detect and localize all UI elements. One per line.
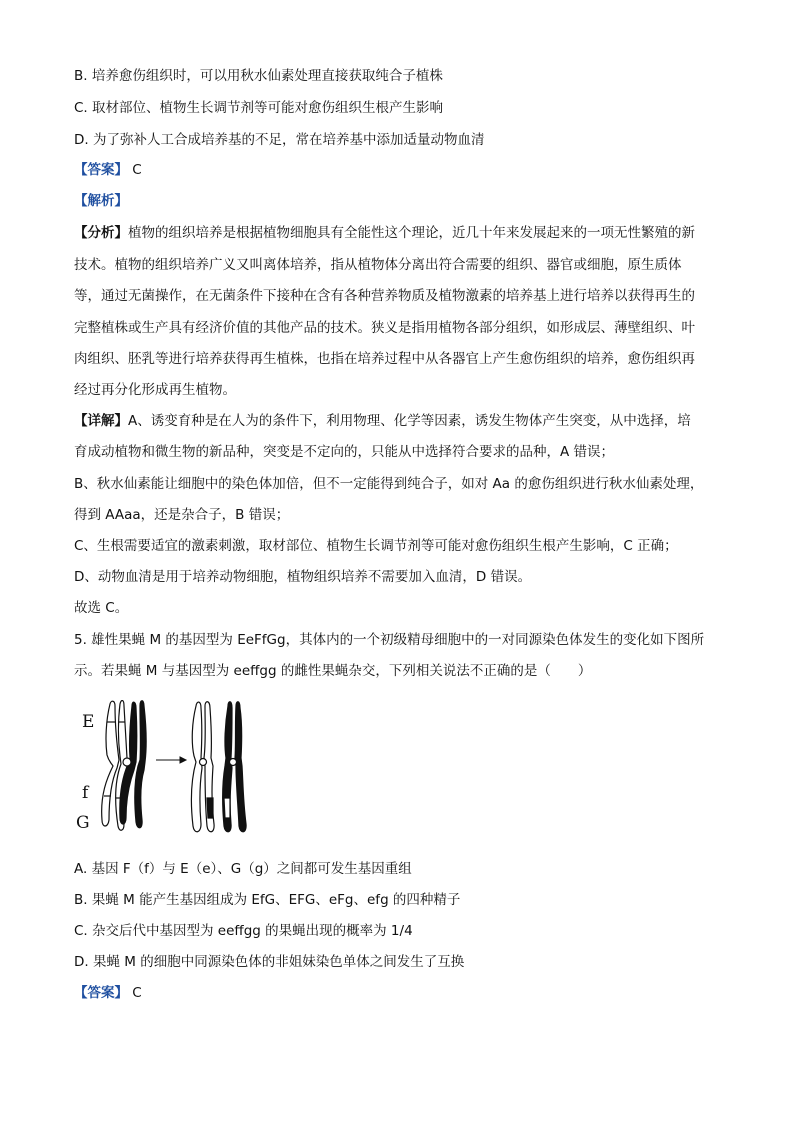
q4-option-d: D. 为了弥补人工合成培养基的不足，常在培养基中添加适量动物血清 xyxy=(74,132,485,148)
q5-option-a: A. 基因 F（f）与 E（e）、G（g）之间都可发生基因重组 xyxy=(74,861,412,877)
q5-stem-line-1: 示。若果蝇 M 与基因型为 eeffgg 的雌性果蝇杂交，下列相关说法不正确的是（ ） xyxy=(74,663,592,679)
fenxi-line-4: 肉组织、胚乳等进行培养获得再生植株，也指在培养过程中从各器官上产生愈伤组织的培养，愈伤组织再 xyxy=(74,351,695,367)
answer-tag: 答案 xyxy=(87,985,115,1001)
fenxi-line-3: 完整植株或生产具有经济价值的其他产品的技术。狭义是指用植物各部分组织，如形成层、薄壁组织、叶 xyxy=(74,320,695,336)
q5-stem-line-0: 5. 雄性果蝇 M 的基因型为 EeFfGg，其体内的一个初级精母细胞中的一对同源染色体发生的变化如下图所 xyxy=(74,632,705,648)
xiangjie-line-4: C、生根需要适宜的激素刺激，取材部位、植物生长调节剂等可能对愈伤组织生根产生影响，C 正确； xyxy=(74,538,678,554)
analysis-tag: 解析 xyxy=(87,193,115,209)
fenxi-line-0: 【分析】植物的组织培养是根据植物细胞具有全能性这个理论，近几十年来发展起来的一项无性繁殖的新 xyxy=(74,225,695,241)
fenxi-tag: 分析 xyxy=(87,225,115,241)
xiangjie-line-6: 故选 C。 xyxy=(74,600,129,616)
chromosome-crossover-figure xyxy=(74,700,274,840)
q5-option-d: D. 果蝇 M 的细胞中同源染色体的非姐妹染色单体之间发生了互换 xyxy=(74,954,465,970)
transition-arrow xyxy=(156,757,186,763)
xiangjie-line-2: B、秋水仙素能让细胞中的染色体加倍，但不一定能得到纯合子，如对 Aa 的愈伤组织进行秋水仙素处理， xyxy=(74,476,704,492)
gene-label-f: f xyxy=(82,783,89,803)
fenxi-line-2: 等，通过无菌操作，在无菌条件下接种在含有各种营养物质及植物激素的培养基上进行培养以获得再生的 xyxy=(74,288,695,304)
xiangjie-tag: 详解 xyxy=(87,413,115,429)
gene-label-g: G xyxy=(76,813,90,833)
q5-answer: 【答案】 C xyxy=(74,985,142,1001)
xiangjie-line-1: 育成动植物和微生物的新品种，突变是不定向的，只能从中选择符合要求的品种，A 错误； xyxy=(74,444,615,460)
answer-value: C xyxy=(132,162,142,178)
chromosome-pair-after xyxy=(191,702,246,832)
fenxi-line-1: 技术。植物的组织培养广义又叫离体培养，指从植物体分离出符合需要的组织、器官或细胞，原生质体 xyxy=(74,257,682,273)
q4-answer: 【答案】 C xyxy=(74,162,142,178)
xiangjie-line-3: 得到 AAaa，还是杂合子，B 错误； xyxy=(74,507,290,523)
answer-tag: 答案 xyxy=(87,162,115,178)
chromosome-pair-before xyxy=(102,700,146,830)
q4-option-b: B. 培养愈伤组织时，可以用秋水仙素处理直接获取纯合子植株 xyxy=(74,68,443,84)
gene-label-e: E xyxy=(82,712,95,732)
xiangjie-line-5: D、动物血清是用于培养动物细胞，植物组织培养不需要加入血清，D 错误。 xyxy=(74,569,532,585)
q5-option-b: B. 果蝇 M 能产生基因组成为 EfG、EFG、eFg、efg 的四种精子 xyxy=(74,892,461,908)
q4-option-c: C. 取材部位、植物生长调节剂等可能对愈伤组织生根产生影响 xyxy=(74,100,444,116)
chromosome-diagram xyxy=(74,700,274,840)
q5-option-c: C. 杂交后代中基因型为 eeffgg 的果蝇出现的概率为 1/4 xyxy=(74,923,413,939)
answer-value: C xyxy=(132,985,142,1001)
q4-analysis-heading: 【解析】 xyxy=(74,193,128,209)
fenxi-line-5: 经过再分化形成再生植物。 xyxy=(74,382,236,398)
xiangjie-line-0: 【详解】A、诱变育种是在人为的条件下，利用物理、化学等因素，诱发生物体产生突变，从中选择，培 xyxy=(74,413,691,429)
